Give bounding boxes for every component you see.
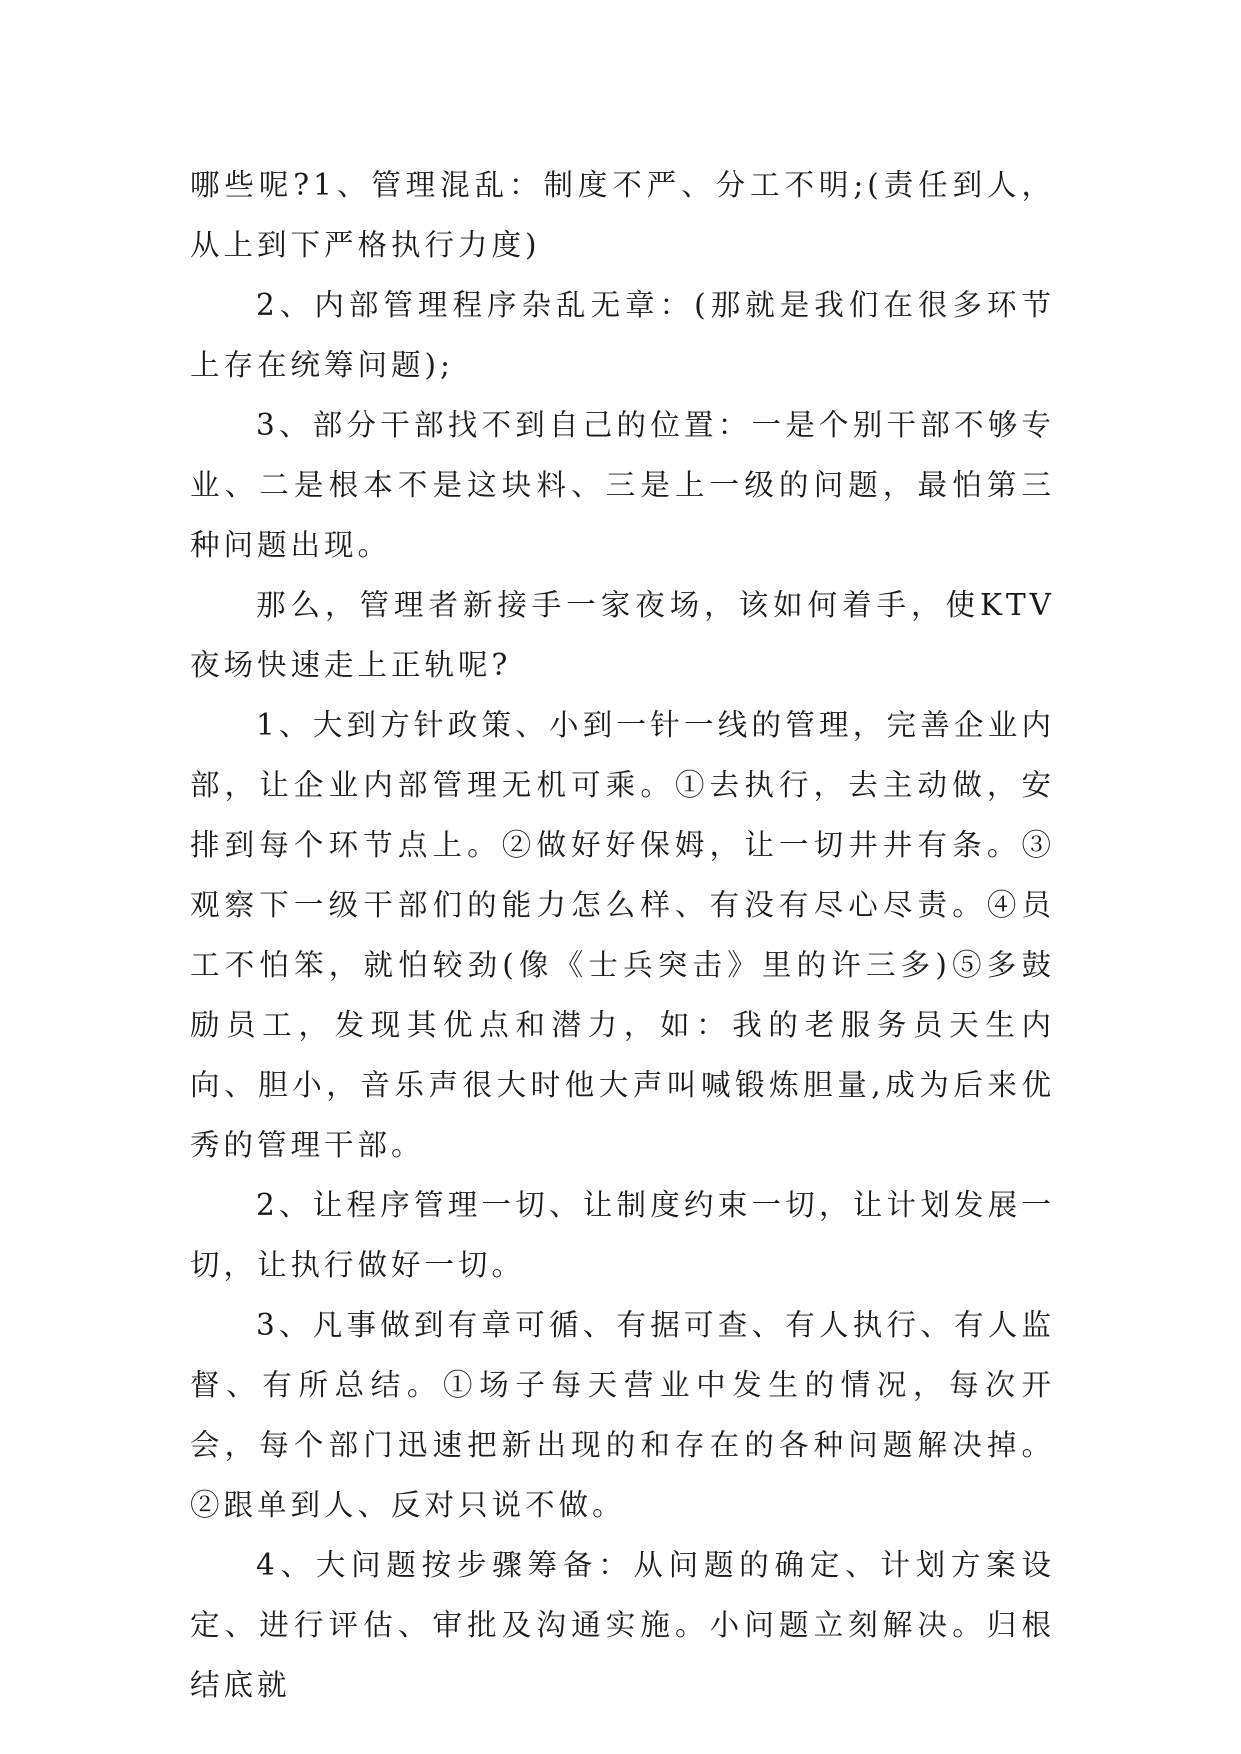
paragraph-8: 4、大问题按步骤筹备：从问题的确定、计划方案设定、进行评估、审批及沟通实施。小问题立刻解决。归根结底就 [190,1548,1055,1702]
paragraph-6: 2、让程序管理一切、让制度约束一切，让计划发展一切，让执行做好一切。 [190,1188,1055,1282]
paragraph-7: 3、凡事做到有章可循、有据可查、有人执行、有人监督、有所总结。①场子每天营业中发生的情况，每次开会，每个部门迅速把新出现的和存在的各种问题解决掉。②跟单到人、反对只说不做。 [190,1308,1055,1522]
paragraph-3: 3、部分干部找不到自己的位置：一是个别干部不够专业、二是根本不是这块料、三是上一级的问题，最怕第三种问题出现。 [190,408,1055,562]
paragraph-5: 1、大到方针政策、小到一针一线的管理，完善企业内部，让企业内部管理无机可乘。①去执行，去主动做，安排到每个环节点上。②做好好保姆，让一切井井有条。③观察下一级干部们的能力怎么样、有没有尽心尽责。④员工不怕笨，就怕较劲(像《士兵突击》里的许三多)⑤多鼓励员工，发现其优点和潜力，如：我的老服务员天生内向、胆小，音乐声很大时他大声叫喊锻炼胆量,成为后来优秀的管理干部。 [190,708,1055,1162]
paragraph-2: 2、内部管理程序杂乱无章：(那就是我们在很多环节上存在统筹问题); [190,288,1055,382]
document-body [190,155,1055,1715]
paragraph-1: 哪些呢?1、管理混乱：制度不严、分工不明;(责任到人，从上到下严格执行力度) [190,168,1055,262]
paragraph-4: 那么，管理者新接手一家夜场，该如何着手，使KTV夜场快速走上正轨呢? [190,588,1055,682]
